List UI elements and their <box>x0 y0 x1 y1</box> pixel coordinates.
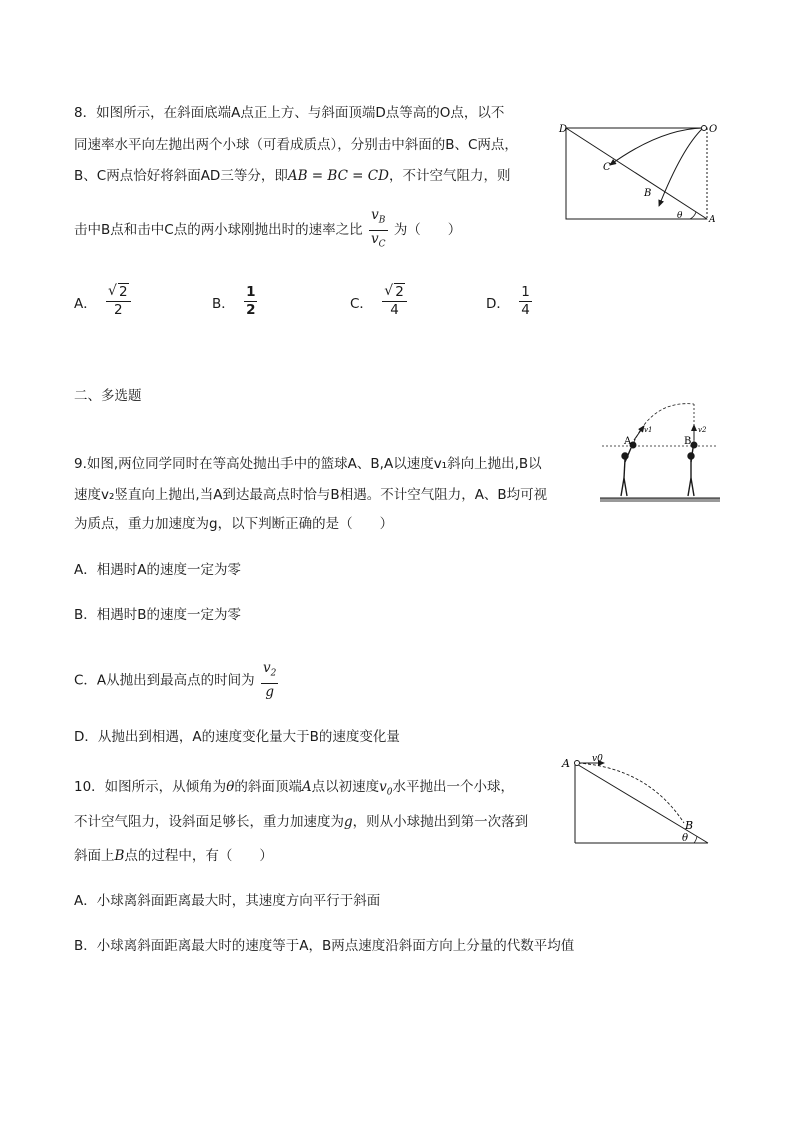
q8-option-a[interactable] <box>74 284 133 319</box>
q8-line-1: 8．如图所示，在斜面底端A点正上方、与斜面顶端D点等高的O点，以不 <box>74 105 505 121</box>
section-title-multiple-choice: 二、多选题 <box>74 388 142 404</box>
option-label: A． <box>74 295 97 312</box>
option-label: D． <box>486 295 510 312</box>
player-a <box>621 448 631 496</box>
q9-line-1: 9.如图,两位同学同时在等高处抛出手中的篮球A、B,A以速度v₁斜向上抛出,B以 <box>74 456 542 472</box>
option-label: C． <box>350 295 373 312</box>
option-fraction: √ $\frac{2}{4}$ <box>382 284 407 319</box>
q8-option-b[interactable] <box>212 284 259 319</box>
q8-line-4-pre: 击中B点和击中C点的两小球刚抛出时的速率之比 <box>74 222 363 239</box>
q9-figure <box>598 392 722 510</box>
q8-trajectory-b <box>659 128 703 206</box>
q9-label-a: A <box>624 436 632 447</box>
q10-label-theta: θ <box>682 833 689 844</box>
q9-option-c-denominator: g <box>265 683 274 700</box>
q9-option-c-fraction <box>261 660 278 701</box>
q10-label-b: B <box>685 819 694 832</box>
q8-equation: AB = BC = CD <box>287 168 389 184</box>
q8-label-a: A <box>709 215 716 225</box>
q10-v0: $v_0$ <box>379 779 393 798</box>
q10-option-b[interactable]: B．小球离斜面距离最大时的速度等于A，B两点速度沿斜面方向上分量的代数平均值 <box>74 938 575 954</box>
q9-label-v2: v2 <box>698 426 707 434</box>
q8-option-d[interactable] <box>486 284 534 319</box>
player-b <box>688 448 694 496</box>
q9-option-c-text: C．A从抛出到最高点的时间为 <box>74 672 255 689</box>
q8-ball <box>702 126 707 131</box>
q9-option-a[interactable]: A．相遇时A的速度一定为零 <box>74 562 241 578</box>
q10-option-a[interactable]: A．小球离斜面距离最大时，其速度方向平行于斜面 <box>74 893 381 909</box>
q10-line-3: 斜面上B点的过程中，有（ ） <box>74 848 273 864</box>
q10-trajectory <box>578 763 684 823</box>
q8-label-o: O <box>709 124 718 135</box>
option-label: B． <box>212 295 235 312</box>
q8-line-4-post: 为（ ） <box>393 222 462 239</box>
q10-line-1: 10．如图所示，从倾角为θ的斜面顶端A点以初速度$v_0$水平抛出一个小球， <box>74 779 514 798</box>
q8-figure <box>555 118 720 228</box>
q10-label-v0: v0 <box>592 754 603 764</box>
q8-label-theta: θ <box>677 211 683 221</box>
q10-label-a: A <box>562 757 570 770</box>
q8-label-c: C <box>603 162 611 173</box>
option-fraction: √ $\frac{2}{2}$ <box>106 284 131 319</box>
q9-line-3: 为质点，重力加速度为g，以下判断正确的是（ ） <box>74 516 394 532</box>
q9-option-b[interactable]: B．相遇时B的速度一定为零 <box>74 607 242 623</box>
q8-label-b: B <box>644 188 652 199</box>
q9-line-2: 速度v₂竖直向上抛出,当A到达最高点时恰与B相遇。不计空气阻力，A、B均可视 <box>74 487 548 503</box>
q10-figure <box>558 752 714 848</box>
q8-label-d: D <box>559 124 568 135</box>
q8-line-3 <box>74 166 510 186</box>
q9-option-c-numerator: $v_2$ <box>261 660 278 684</box>
q8-line-2: 同速率水平向左抛出两个小球（可看成质点），分别击中斜面的B、C两点， <box>74 137 518 153</box>
q8-ratio-denominator: $v_C$ <box>370 230 386 250</box>
q8-ratio-numerator: $v_B$ <box>369 207 388 231</box>
q9-label-v1: v1 <box>644 426 653 434</box>
q9-option-d[interactable]: D．从抛出到相遇，A的速度变化量大于B的速度变化量 <box>74 729 400 745</box>
q8-line-4 <box>74 207 461 253</box>
q9-label-b: B <box>684 436 692 447</box>
q10-line-2: 不计空气阻力，设斜面足够长，重力加速度为g，则从小球抛出到第一次落到 <box>74 814 529 830</box>
option-fraction: $\frac{1}{2}$ <box>246 284 256 318</box>
q8-line-3-post: ，不计空气阻力，则 <box>388 168 511 184</box>
q8-trajectory-c <box>610 128 703 165</box>
q10-ball <box>575 761 580 766</box>
q8-ratio-fraction <box>369 207 388 253</box>
option-fraction: $\frac{1}{4}$ <box>521 284 530 318</box>
q8-incline <box>566 128 707 219</box>
q8-option-c[interactable] <box>350 284 409 319</box>
q9-option-c[interactable] <box>74 660 280 701</box>
q8-line-3-pre: B、C两点恰好将斜面AD三等分，即 <box>74 168 288 184</box>
